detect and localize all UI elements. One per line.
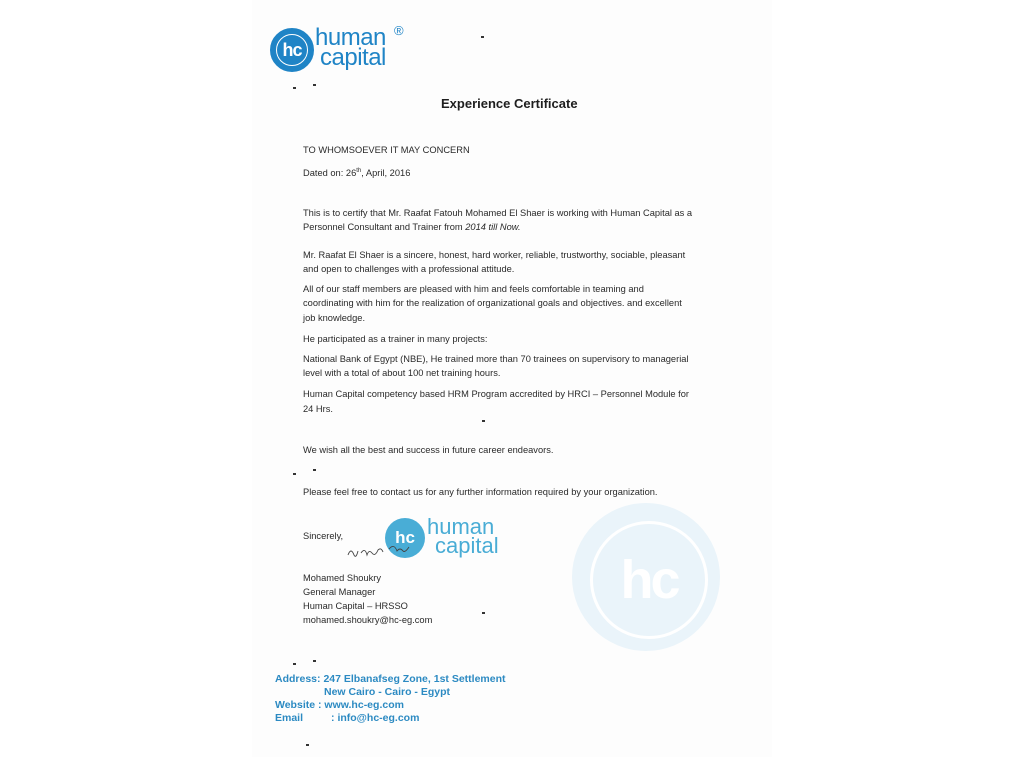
watermark-logo [572,503,720,651]
para6-line1: Human Capital competency based HRM Program accredited by HRCI – Personnel Module for [303,389,689,399]
footer-website-link[interactable]: www.hc-eg.com [324,699,404,711]
stamp-mark-text: hc [395,528,415,547]
logo-word-human: human [315,24,386,51]
wish-line: We wish all the best and success in future career endeavors. [303,445,554,455]
signer-company: Human Capital – HRSSO [303,601,408,611]
footer-address [275,673,506,686]
signature-icon [345,535,425,563]
logo-word-capital: capital [320,44,386,71]
page-title: Experience Certificate [441,96,578,111]
speck [482,420,485,422]
speck [313,469,316,471]
footer-address-line1: 247 Elbanafseg Zone, 1st Settlement [323,673,506,685]
footer-email [275,712,419,725]
company-logo [270,23,420,76]
para2-line2: and open to challenges with a professional attitude. [303,264,515,274]
para3-line2: coordinating with him for the realization of organizational goals and objectives. and excellent [303,298,682,308]
speck [293,87,296,89]
para6-line2: 24 Hrs. [303,404,333,414]
para4: He participated as a trainer in many projects: [303,334,488,344]
signer-role: General Manager [303,587,376,597]
speck [481,36,484,38]
signer-name: Mohamed Shoukry [303,573,382,583]
stamp-word-human: human [427,514,495,539]
speck [293,663,296,665]
salutation: TO WHOMSOEVER IT MAY CONCERN [303,145,470,155]
footer-email-sep: : [331,712,335,724]
para3-line3: job knowledge. [303,313,366,323]
date-line [303,164,410,181]
para2-line1: Mr. Raafat El Shaer is a sincere, honest, hard worker, reliable, trustworthy, sociable, pleasant [303,250,686,260]
para5-line2: level with a total of about 100 net training hours. [303,368,501,378]
stamp-word-capital: capital [435,533,499,558]
para1-line2 [303,220,521,235]
para1-line1: This is to certify that Mr. Raafat Fatouh Mohamed El Shaer is working with Human Capital as a [303,208,693,218]
watermark-text: hc [590,521,708,639]
logo-mark-text: hc [276,34,308,66]
speck [293,473,296,475]
speck [313,660,316,662]
para5-line1: National Bank of Egypt (NBE), He trained more than 70 trainees on supervisory to managerial [303,354,689,364]
contact-line: Please feel free to contact us for any further information required by your organization. [303,487,658,497]
closing: Sincerely, [303,531,344,541]
para1-line2-italic: 2014 till Now. [465,222,521,232]
para1-line2-prefix: Personnel Consultant and Trainer from [303,222,466,232]
para3-line1: All of our staff members are pleased with him and feels comfortable in teaming and [303,284,644,294]
date-prefix: Dated on: 26 [303,168,357,179]
footer-email-link[interactable]: info@hc-eg.com [337,712,420,724]
footer-email-label: Email [275,712,304,724]
logo-mark-icon [270,28,314,72]
signer-email: mohamed.shoukry@hc-eg.com [303,615,433,625]
footer-address-line2: New Cairo - Cairo - Egypt [324,686,451,698]
speck [306,744,309,746]
footer-website [275,699,404,712]
speck [313,84,316,86]
speck [482,612,485,614]
registered-mark: ® [394,23,404,38]
date-suffix: , April, 2016 [361,168,411,179]
footer-address-label: Address: [275,673,321,685]
footer-website-label: Website : [275,699,322,711]
date-sup: th [356,168,362,174]
